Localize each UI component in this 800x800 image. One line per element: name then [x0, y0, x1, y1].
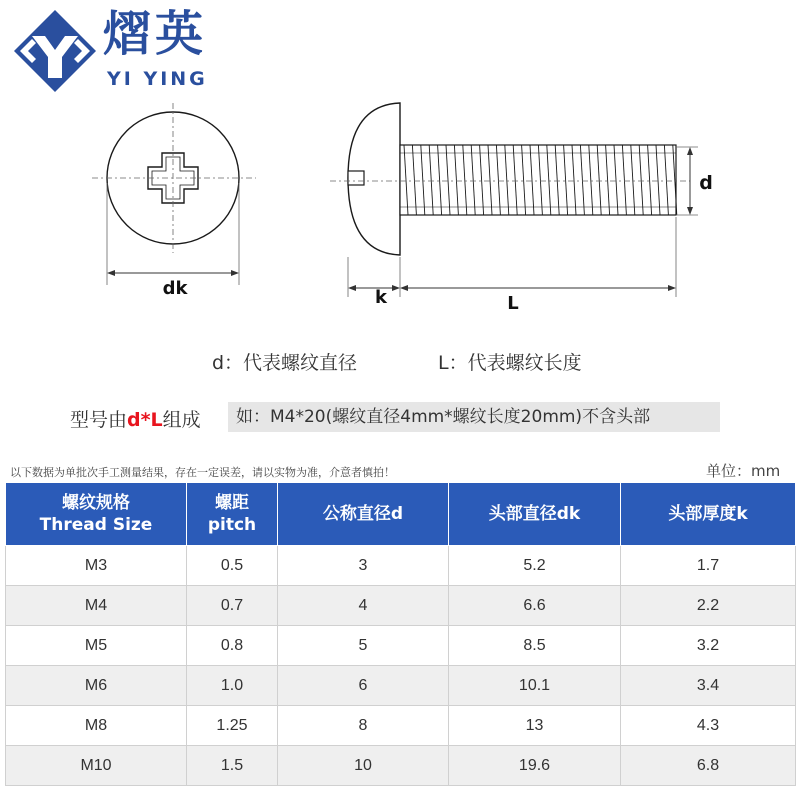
table-row: [6, 546, 796, 586]
cell-pitch: 0.7: [187, 586, 278, 626]
cell-thread-size: M4: [6, 586, 187, 626]
cell-pitch: 1.25: [187, 706, 278, 746]
k-dimension-label: k: [375, 287, 387, 308]
screw-side-view: [330, 103, 698, 297]
screw-head-top-view: [92, 103, 256, 285]
cell-nominal-diameter: 8: [278, 706, 449, 746]
cell-head-diameter: 6.6: [449, 586, 621, 626]
cell-head-diameter: 8.5: [449, 626, 621, 666]
model-prefix: 型号由: [70, 409, 128, 431]
header-head-thickness: 头部厚度k: [621, 483, 796, 546]
cell-nominal-diameter: 3: [278, 546, 449, 586]
header-head-diameter: 头部直径dk: [449, 483, 621, 546]
model-suffix: 组成: [162, 409, 201, 431]
cell-head-diameter: 19.6: [449, 746, 621, 786]
cell-head-diameter: 13: [449, 706, 621, 746]
d-dimension-label: d: [699, 172, 713, 194]
dk-dimension-label: dk: [162, 278, 188, 299]
measurement-note: 以下数据为单批次手工测量结果，存在一定误差，请以实物为准，介意者慎拍！: [10, 466, 395, 479]
cell-head-thickness: 4.3: [621, 706, 796, 746]
cell-pitch: 0.5: [187, 546, 278, 586]
cell-head-thickness: 1.7: [621, 546, 796, 586]
cell-nominal-diameter: 5: [278, 626, 449, 666]
table-row: [6, 586, 796, 626]
table-row: [6, 706, 796, 746]
cell-head-diameter: 5.2: [449, 546, 621, 586]
header-pitch: 螺距 pitch: [187, 483, 278, 546]
model-highlight: d*L: [127, 409, 163, 431]
legend-l-definition: L：代表螺纹长度: [438, 352, 582, 374]
cell-thread-size: M8: [6, 706, 187, 746]
cell-head-thickness: 6.8: [621, 746, 796, 786]
table-row: [6, 666, 796, 706]
unit-label: 单位：mm: [706, 462, 781, 480]
cell-thread-size: M6: [6, 666, 187, 706]
cell-thread-size: M5: [6, 626, 187, 666]
cell-head-diameter: 10.1: [449, 666, 621, 706]
cell-thread-size: M3: [6, 546, 187, 586]
header-nominal-diameter: 公称直径d: [278, 483, 449, 546]
model-description: [70, 405, 201, 432]
brand-name-cn: 熠英: [103, 6, 208, 62]
legend-d-definition: d：代表螺纹直径: [212, 352, 358, 374]
table-row: [6, 626, 796, 666]
cell-pitch: 1.5: [187, 746, 278, 786]
spec-table: [5, 482, 796, 786]
cell-thread-size: M10: [6, 746, 187, 786]
brand-name-en: YI YING: [107, 68, 208, 90]
cell-nominal-diameter: 6: [278, 666, 449, 706]
header-thread-size: 螺纹规格 Thread Size: [6, 483, 187, 546]
model-example: 如：M4*20(螺纹直径4mm*螺纹长度20mm)不含头部: [228, 402, 720, 432]
cell-head-thickness: 3.2: [621, 626, 796, 666]
cell-pitch: 0.8: [187, 626, 278, 666]
cell-nominal-diameter: 10: [278, 746, 449, 786]
screw-drawing: [0, 95, 800, 335]
table-header-row: [6, 483, 796, 546]
cell-head-thickness: 2.2: [621, 586, 796, 626]
brand-logo-icon: [12, 8, 98, 94]
cell-pitch: 1.0: [187, 666, 278, 706]
cell-nominal-diameter: 4: [278, 586, 449, 626]
L-dimension-label: L: [507, 293, 519, 314]
cell-head-thickness: 3.4: [621, 666, 796, 706]
table-row: [6, 746, 796, 786]
